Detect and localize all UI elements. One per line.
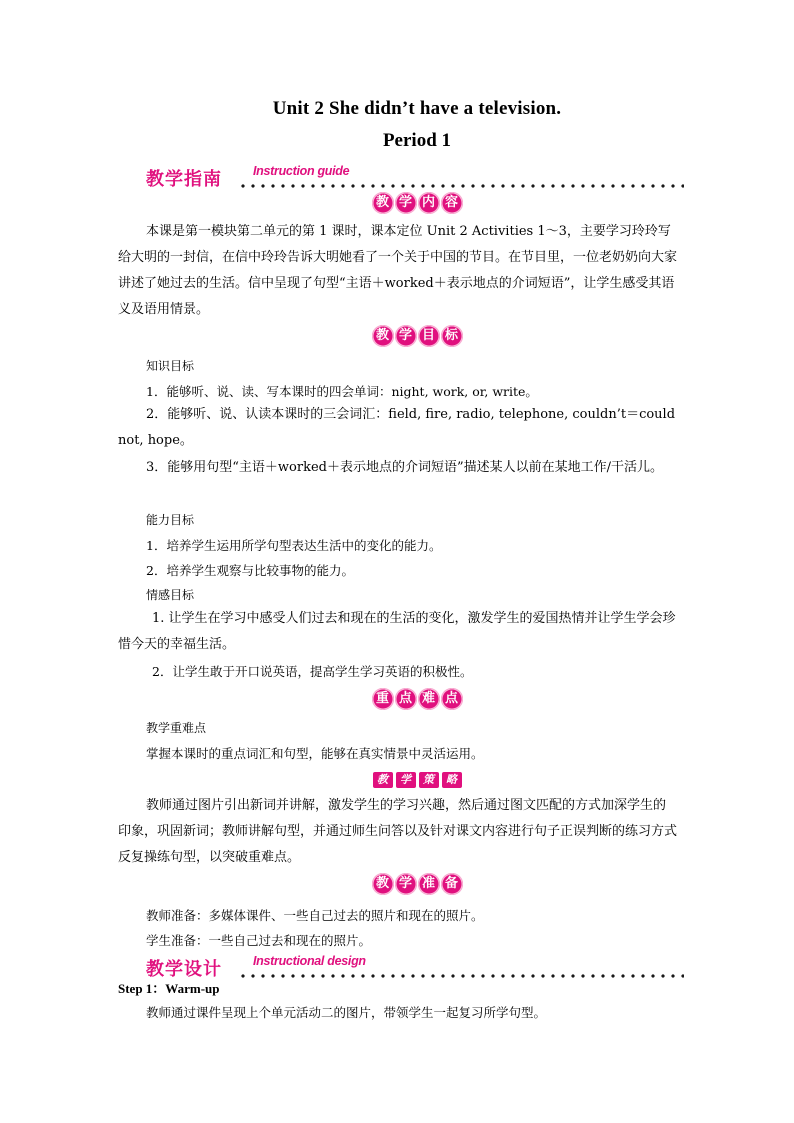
ability-goal-1: 1．培养学生运用所学句型表达生活中的变化的能力。: [146, 538, 442, 553]
content-paragraph: 本课是第一模块第二单元的第 1 课时，课本定位 Unit 2 Activities 1～3，主要学习玲玲写给大明的一封信，在信中玲玲告诉大明她看了一个关于中国的节目。在节目里，一位老奶奶向大家讲述了她过去的生活。信中呈现了句型“主语＋worked＋表示地点的介词短语”，让学生感受其语义及语用情景。: [118, 224, 678, 317]
keypoints-text: 掌握本课时的重点词汇和句型，能够在真实情景中灵活运用。: [146, 746, 484, 761]
knowledge-goals-label: 知识目标: [146, 359, 195, 373]
badge-char: 学: [395, 325, 417, 347]
section-en-label: Instruction guide: [253, 164, 350, 178]
badge-char: 教: [372, 873, 394, 895]
badge-char: 教: [373, 772, 393, 788]
badge-teaching-content: [0, 192, 794, 214]
emotion-goals-label: 情感目标: [146, 588, 195, 602]
badge-char: 标: [441, 325, 463, 347]
ability-goal-2: 2．培养学生观察与比较事物的能力。: [146, 563, 354, 578]
badge-char: 难: [418, 688, 440, 710]
badge-char: 重: [372, 688, 394, 710]
emotion-goal-2: 2．让学生敢于开口说英语，提高学生学习英语的积极性。: [152, 664, 473, 679]
step-1-text: 教师通过课件呈现上个单元活动二的图片，带领学生一起复习所学句型。: [146, 1005, 547, 1020]
teacher-prep: 教师准备：多媒体课件、一些自己过去的照片和现在的照片。: [146, 908, 484, 923]
section-instructional-design: [146, 955, 686, 983]
section-instruction-guide: [146, 165, 686, 193]
badge-char: 点: [441, 688, 463, 710]
badge-char: 目: [418, 325, 440, 347]
dotted-divider: [238, 974, 684, 978]
badge-char: 学: [396, 772, 416, 788]
strategy-paragraph: 教师通过图片引出新词并讲解，激发学生的学习兴趣，然后通过图文匹配的方式加深学生的印象，巩固新词；教师讲解句型，并通过师生问答以及针对课文内容进行句子正误判断的练习方式反复操练句型，以突破重难点。: [118, 798, 678, 865]
badge-char: 略: [442, 772, 462, 788]
section-cn-label: 教学设计: [146, 959, 222, 980]
badge-char: 教: [372, 192, 394, 214]
badge-char: 容: [441, 192, 463, 214]
keypoints-label: 教学重难点: [146, 721, 207, 735]
badge-char: 内: [418, 192, 440, 214]
section-en-label: Instructional design: [253, 954, 366, 968]
badge-char: 学: [395, 873, 417, 895]
badge-char: 策: [419, 772, 439, 788]
badge-char: 准: [418, 873, 440, 895]
step-1-title: Step 1：Warm-up: [118, 981, 220, 996]
section-cn-label: 教学指南: [146, 169, 222, 190]
knowledge-goal-3: 3．能够用句型“主语＋worked＋表示地点的介词短语”描述某人以前在某地工作/干活儿。: [146, 460, 664, 475]
badge-teaching-strategy: [0, 772, 794, 788]
unit-title: Unit 2 She didn’t have a television.: [272, 98, 562, 119]
ability-goals-label: 能力目标: [146, 513, 195, 527]
badge-char: 学: [395, 192, 417, 214]
student-prep: 学生准备：一些自己过去和现在的照片。: [146, 933, 372, 948]
knowledge-goal-1: 1．能够听、说、读、写本课时的四会单词：night, work, or, write。: [146, 384, 538, 399]
badge-key-points: [0, 688, 794, 710]
badge-teaching-goals: [0, 325, 794, 347]
badge-char: 教: [372, 325, 394, 347]
dotted-divider: [238, 184, 684, 188]
knowledge-goal-2: 2．能够听、说、认读本课时的三会词汇：field, fire, radio, telephone, couldn’t＝could not, hope。: [118, 407, 676, 448]
badge-char: 点: [395, 688, 417, 710]
period-title: Period 1: [382, 130, 452, 151]
badge-teaching-prep: [0, 873, 794, 895]
badge-char: 备: [441, 873, 463, 895]
emotion-goal-1: 1. 让学生在学习中感受人们过去和现在的生活的变化，激发学生的爱国热情并让学生学会珍惜今天的幸福生活。: [118, 611, 676, 652]
